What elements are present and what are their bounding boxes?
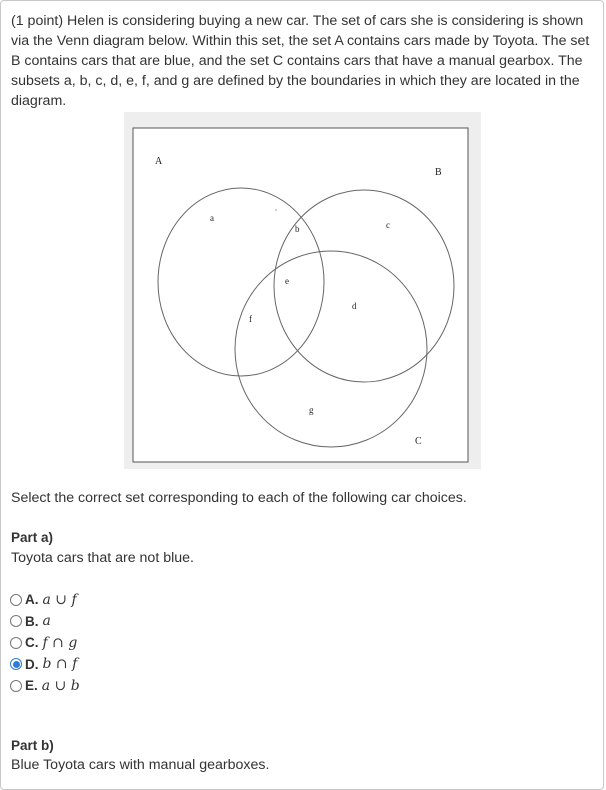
part-b-title: Part b) (11, 738, 54, 753)
option-D-letter: D. (25, 656, 39, 672)
universal-set-rectangle (133, 128, 468, 462)
part-b-description: Blue Toyota cars with manual gearboxes. (11, 757, 270, 773)
venn-diagram-figure (124, 112, 481, 469)
set-label-A: A (155, 156, 163, 167)
problem-statement (11, 11, 591, 111)
radio-option-B[interactable] (10, 615, 22, 627)
part-a-options (10, 589, 80, 697)
option-E-letter: E. (25, 678, 38, 694)
set-label-C: C (415, 436, 422, 447)
part-a-description: Toyota cars that are not blue. (11, 550, 194, 566)
option-A[interactable] (10, 589, 80, 611)
region-label-d: d (352, 301, 357, 311)
option-E[interactable] (10, 675, 80, 697)
option-E-expression: a ∪ b (41, 677, 80, 694)
stray-dot (275, 209, 276, 210)
radio-option-E[interactable] (10, 680, 22, 692)
region-label-f: f (249, 314, 252, 324)
option-D[interactable] (10, 654, 80, 676)
option-D-expression: b ∩ f (42, 656, 78, 673)
radio-option-C[interactable] (10, 637, 22, 649)
region-label-e: e (285, 276, 289, 286)
problem-points: (1 point) (11, 13, 64, 29)
option-C-expression: f ∩ g (42, 634, 78, 651)
option-B-expression: a (42, 613, 51, 630)
option-A-expression: a ∪ f (42, 591, 77, 608)
option-A-letter: A. (25, 592, 39, 608)
region-label-g: g (309, 405, 314, 415)
region-label-a: a (210, 213, 214, 223)
radio-option-A[interactable] (10, 594, 22, 606)
option-C[interactable] (10, 632, 80, 654)
option-B[interactable] (10, 611, 80, 633)
problem-body: Helen is considering buying a new car. The set of cars she is considering is shown via the Venn diagram below. Within this set, the set A contains cars made by Toyota. The set B contains cars that are blue, and the set C contains cars that have a manual gearbox. The subsets a, b, c, d, e, f, and g are defined by the boundaries in which they are located in the diagram. (11, 13, 590, 109)
option-B-letter: B. (25, 613, 39, 629)
option-C-letter: C. (25, 635, 39, 651)
radio-option-D[interactable] (10, 658, 22, 670)
venn-diagram (124, 112, 481, 469)
part-a-title: Part a) (11, 530, 54, 545)
instruction-text: Select the correct set corresponding to each of the following car choices. (11, 490, 467, 506)
set-label-B: B (435, 167, 442, 178)
region-label-b: b (295, 224, 300, 234)
region-label-c: c (386, 220, 390, 230)
